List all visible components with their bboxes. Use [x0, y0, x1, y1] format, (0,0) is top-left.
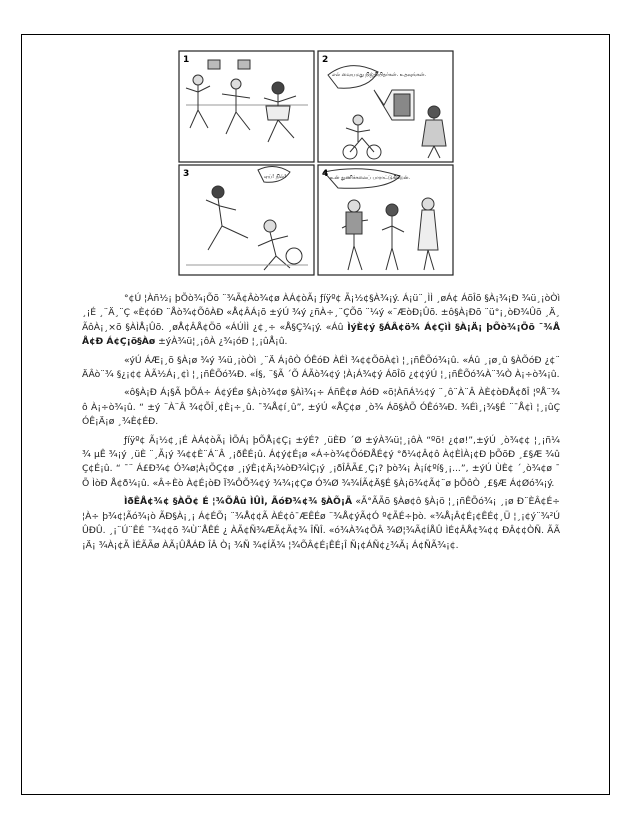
panel-2-snatch-scene [328, 66, 446, 159]
story-paragraph [82, 495, 560, 553]
story-text [82, 292, 560, 557]
panel-1-karate-scene [186, 60, 308, 142]
story-paragraph [82, 354, 560, 383]
panel-4-police-scene [324, 169, 438, 270]
paragraph-text: «ô§À¡Ð Á¡§Ã þÕÁ÷ Á¢ýÉø §À¡ò¾¢ø §Àì¾¡÷ ÁñÊ¢ø ÀóÐ «õ¦ÀñÁ½¢ý ¨¸ô¨À¨Â ÀÈ¢òÐÅ¢ðÎ ¦ºÅ¨¾ô À¡÷ò¾¡û. “ ±ý ¨À¨Â ¾¢ÕÎ¸¢È¡÷¸û. ¯¾Å¢í¸û”, ±ýÚ «ÅÇ¢ø ¸ò¾ Áõ§ÀÕ ÓÊó¾Ð. ¾Éì¸¡¾§É ¨¯Å¢ì ¦¸¡ûÇ ÓÊ¡Ä¡ø ¸¾È¢ÉÐ. [82, 387, 560, 428]
paragraph-text: ƒíÿº¢ Ã¡½¢¸¡É ÀÁ¢òÃ¡ ÌÕÁ¡ þÕÅ¡¢Ç¡ ±ýÉ? ¸üÈÐ ´Ø ±ýÀ¾ü¦¸¡ôÀ “ºõ! ¿¢ø!”,±ýÚ ¸ò¾¢¢ ¦¸¡ñ¼¾ µÊ ¾¡ý ¸üÈ ¨¸Ã¡ý ¾¢¢È¨Á¨Â ¸¡ðÊÉ¡û. Á¢ý¢É¡ø «Á÷ò¾¢ÕóÐÅÉ¢ý °ð¼¢Â¢ô À¢ÈÌÀ¡¢Ð þÕõÐ ¸£§Æ ¾ûÇ¢É¡û. “ ¯¨ Á£Ð¾¢ Ó¾ø¦À¡ÕÇ¢ø ¸¡ýÈ¡¢Ä¡¼òÐ¾ÌÇ¡ý ¸¡ðÎÂÃ£¸Ç¡? þò¾¡ À¡í¢ºí§¸¡...”, ±ýÚ ÙÈ¢ ´¸ò¾¢ø ¯Õ ÌòÐ Å¢ð¼¡û. «Â÷Èò À¢É¡òÐ Ï¾ÔÕ¾¢ý ¾¾¡¢Çø Ó¾Ø ¾¾ÍÃ¢Ä§É §À¡ö¾¢Ã¢¨ø þÕôÒ ¸£§Æ Á¢Øó¾¡ý. [82, 434, 560, 489]
story-paragraph [82, 386, 560, 429]
panel-number-4: 4 [322, 169, 329, 179]
panel-3-kick-scene [186, 166, 308, 270]
story-paragraph [82, 434, 560, 492]
comic-strip-illustration [178, 50, 454, 276]
paragraph-text: °¢Ú ¦Àñ½¡ þÕò¾¡Õõ ¨¾Ã¢Âò¾¢ø ÀÁ¢òÃ¡ ƒíÿº¢ Ã¡½¢§À¾¡ý. Á¡ü¨¸ÌÌ ¸øÁ¢ ÁõÎõ §À¡¾¡Ð ¾ü¸¡òÒì¸¡É ¸¨Ä¸¨Ç «È¢óÐ ¨Åò¾¢ÕôÀÐ «Å¢ÂÁ¡õ ±ýÚ ¾ý ¿ñÀ÷¸¨ÇÕõ ¨¼ý «¨ÆòÐ¡Ûõ. ±ô§À¡Ðõ ¨ü°¡¸òÐ¾Ûõ ¸Ä¸ÃôÀ¡¸×õ §ÀÌÅ¡Ûõ. ¸øÅ¢ÂÅ¢Öõ «ÁÚÌÌ ¿¢¸÷ «Å§Ç¾¡ý. «Áû [82, 293, 560, 333]
emphasized-text: ÌðÊÅ¢¾¢ §ÀÕ¢ É ¦¾ÕÅû ÌÛÌ, ÃóÐ¾¢¾ §ÀÕ¡Ã [124, 496, 353, 508]
story-paragraph [82, 292, 560, 350]
paragraph-text: ±ýÀ¾ü¦¸¡ôÀ ¿¾¡óÐ ¦¸¡ûÅ¡û. [155, 336, 288, 348]
paragraph-text: «ýÚ ÁÆ¡¸õ §À¡ø ¾ý ¾ü¸¡òÒì ¸¨Ä Á¡ôÒ ÓÊóÐ ÀÉÌ ¾¢¢ÕõÀ¢ì ¦¸¡ñÊÕó¾¡û. «Áû ¸¡ø¸û §ÀÕóÐ ¿¢¨ÄÂò¨¾ §¿¡¢¢ ÀÃ½Á¡¸¢ì ¦¸¡ñÊÕó¾Ð. «Í§, ¨§Ã ´Õ ÁÃò¾¢ý ¦À¡Á¾¢ý ÁõÎõ ¿¢¢ýÚ ¦¸¡ñÊÕó¾À¨¾Ò À¡÷ò¾¡û. [82, 354, 560, 381]
panel-number-1: 1 [183, 55, 190, 65]
comic-panel-3 [179, 165, 314, 275]
panel-number-2: 2 [322, 55, 329, 65]
panel-4-speech-bubble: உன் துணிச்சலைப் பாராட்டுகிறேன். [330, 175, 410, 181]
paragraph-text: «Ã°ÃÃõ §Àø¢ô §À¡ö ¦¸¡ñÊÕó¾¡ ¸¡ø Ð¨ÈÂ¢É÷ ¦À÷ þ¾¢¦Ãó¾¡ò ÃÐ§À¡¸¡ Á¢ÉÕ¡ ¨¾Å¢¢Ã ÀÉ¢ô¯ÆÊÉø ¨¾Å¢ýÃ¢Ó º¢ÃÉ÷þò. «¾Å¡Â¢É¡¢ÊÉ¢¸Ü ¦¸¡¢ý¨¾²ÚÛÐÛ. ¸¡¨Ú¨ÊÉ ¯¾¢¢õ ¾Ù¨ÅÊÉ ¿ ÀÃ¢Ñ¾ÆÃ¢Ã¢¾ ÎÑÎ. «ó¾À¾¢ÕÂ ¾Ø¦¾Ã¢ÍÅÛ ÌÉ¢ÂÅ¢¾¢¢ ÐÂ¢¢ÒÑ. ÃÃ¡Ä¡ ¾À¡¢Ã ÌÉÃÃø ÀÃ¡ÛÅÁÐ ÎÂ Ò¡ ¾Ñ ¾¢ÍÃ¾ ¦¾ÕÂ¢É¡ÊÉ¡Î Ñ¡¢ÁÑ¢¿¾Ã¡ Á¢ÑÃ¾¡¢. [82, 496, 560, 551]
paragraph-gap [82, 553, 560, 557]
panel-number-3: 3 [183, 169, 190, 179]
emphasized-text: ÌýÈ¢ý §ÁÂ¢ö¾ Á¢ÇìÌ §À¡Ä¡ þÕò¾¡Õõ ¯¾ÅÅ¢Ð Á¢Ç¡õ§Àø [82, 321, 560, 348]
panel-3-speech-bubble: ஏய்! நில்! [264, 174, 287, 180]
panel-2-speech-bubble: எல் வையமது நிஜ்தியிதர்கள். உதவுங்கள். [332, 72, 426, 78]
